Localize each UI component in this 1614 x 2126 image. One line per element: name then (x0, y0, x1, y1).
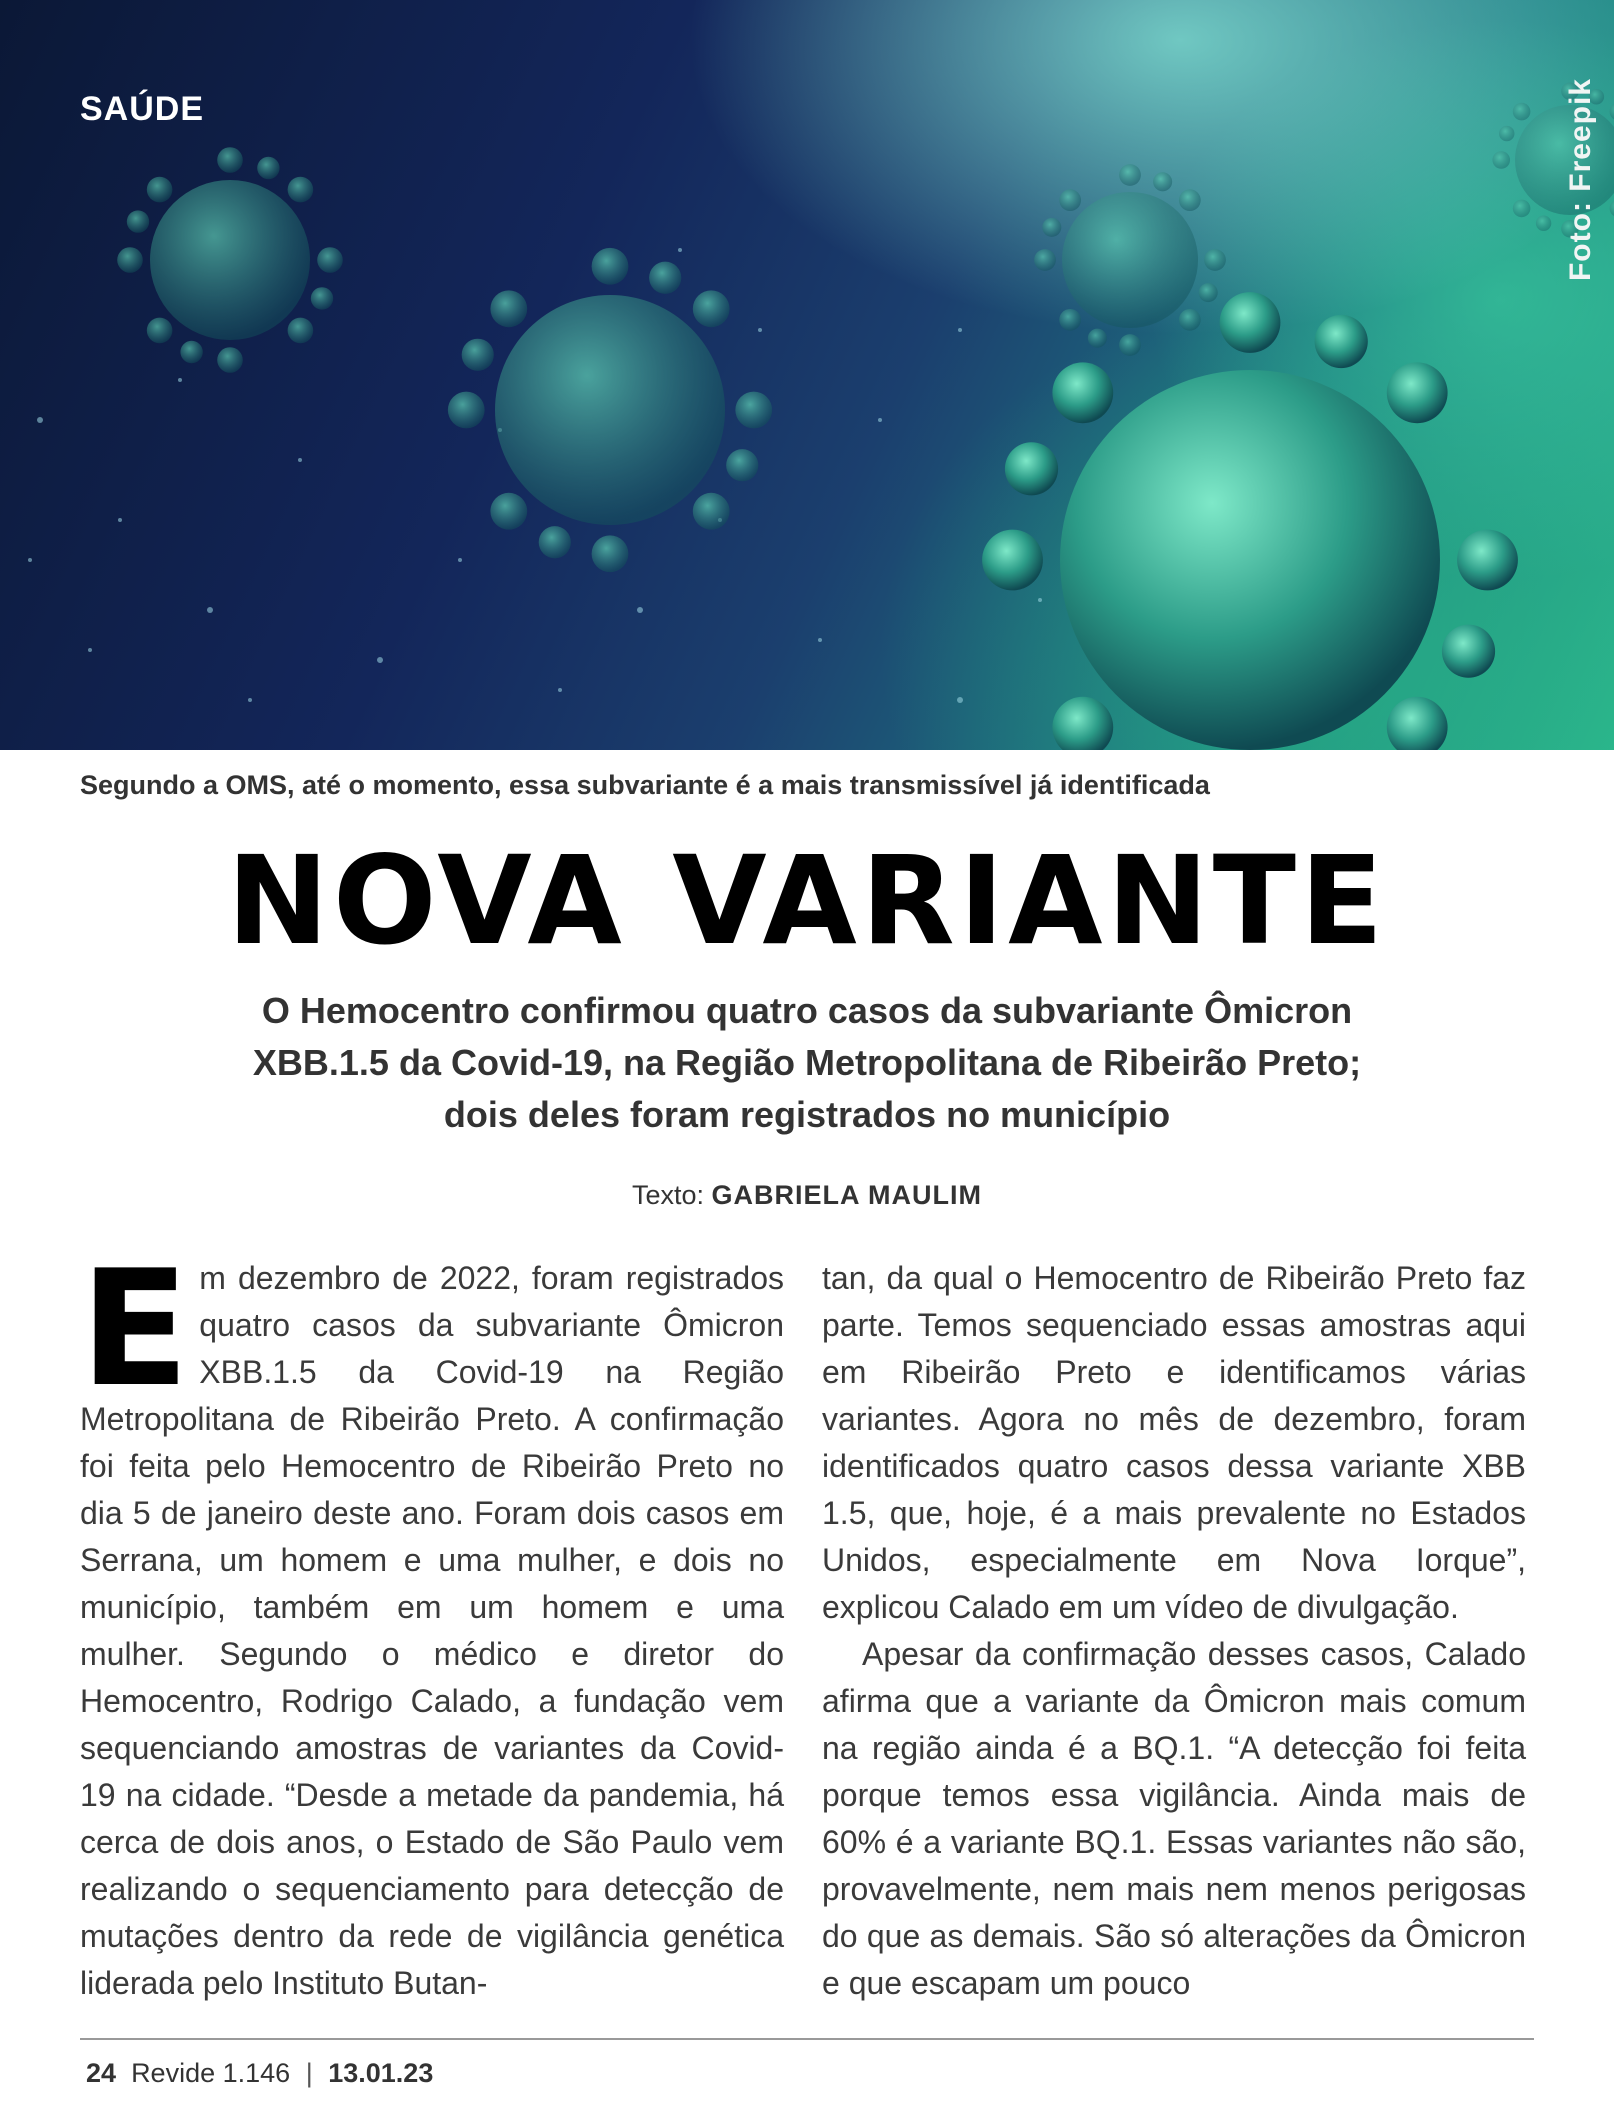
article-paragraph: m dezembro de 2022, foram registrados quatro casos da subvariante Ômicron XBB.1.5 da Covid-19 na Região Metropolitana de Ribeirão Preto. A confirmação foi feita pelo Hemocentro de Ribeirão Preto no dia 5 de janeiro deste ano. Foram dois casos em Serrana, um homem e uma mulher, e dois no município, também em um homem e uma mulher. Segundo o médico e diretor do Hemocentro, Rodrigo Calado, a fundação vem sequenciando amostras de variantes da Covid-19 na cidade. “Desde a metade da pandemia, há cerca de dois anos, o Estado de São Paulo vem realizando o sequenciamento para detecção de mutações dentro da rede de vigilância genética liderada pelo Instituto Butan- (80, 1260, 784, 2001)
hero-image (0, 0, 1614, 750)
byline-author: GABRIELA MAULIM (711, 1180, 983, 1210)
section-label: SAÚDE (80, 90, 205, 128)
footer-divider (80, 2038, 1534, 2040)
article-paragraph: Apesar da confirmação desses casos, Calado afirma que a variante da Ômicron mais comum na região ainda é a BQ.1. “A detecção foi feita porque temos essa vigilância. Ainda mais de 60% é a variante BQ.1. Essas variantes não são, provavelmente, nem mais nem menos perigosas do que as demais. São só alterações da Ômicron e que escapam um pouco (822, 1636, 1526, 2001)
image-caption: Segundo a OMS, até o momento, essa subvariante é a mais transmissível já identificada (80, 770, 1210, 800)
byline-label: Texto: (631, 1180, 712, 1210)
issue-date: 13.01.23 (328, 2058, 434, 2088)
page-number: 24 (86, 2058, 117, 2088)
photo-credit: Foto: Freepik (1564, 78, 1597, 282)
byline (0, 1180, 1614, 1211)
headline: NOVA VARIANTE (226, 830, 1388, 972)
virus-illustration (0, 0, 1614, 750)
subheadline: O Hemocentro confirmou quatro casos da subvariante Ômicron XBB.1.5 da Covid-19, na Região Metropolitana de Ribeirão Preto; dois deles foram registrados no município (252, 990, 1362, 1135)
drop-cap: E (80, 1235, 190, 1422)
publication-name: Revide 1.146 (131, 2058, 291, 2088)
page-footer (86, 2058, 433, 2089)
article-column-left (80, 1235, 784, 2007)
article-paragraph: tan, da qual o Hemocentro de Ribeirão Preto faz parte. Temos sequenciado essas amostras aqui em Ribeirão Preto e identificamos várias variantes. Agora no mês de dezembro, foram identificados quatro casos dessa variante XBB 1.5, que, hoje, é a mais prevalente no Estados Unidos, especialmente em Nova Iorque”, explicou Calado em um vídeo de divulgação. (822, 1260, 1526, 1625)
footer-separator: | (305, 2058, 313, 2088)
virus-small-left (117, 147, 343, 373)
article-column-right (822, 1255, 1526, 2007)
